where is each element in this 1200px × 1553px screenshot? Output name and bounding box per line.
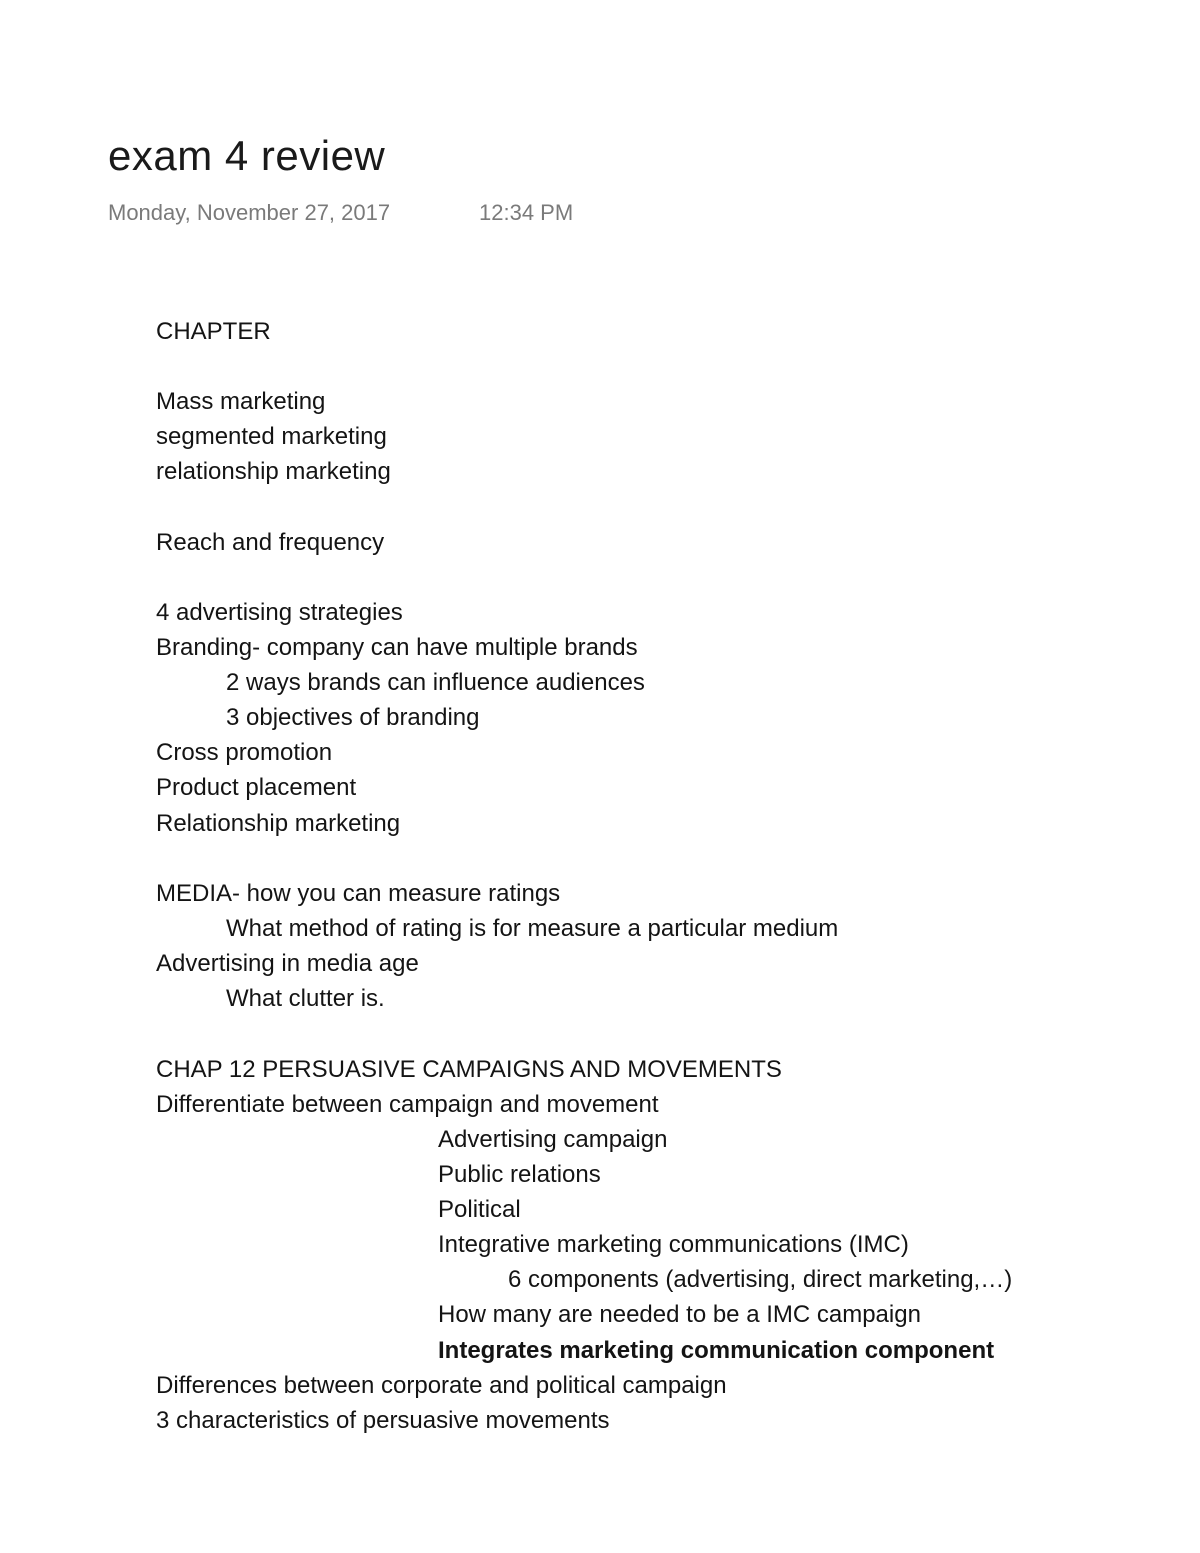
list-item: Integrative marketing communications (IMC)	[438, 1231, 909, 1258]
list-item: 3 characteristics of persuasive movements	[156, 1407, 610, 1434]
list-item: Public relations	[438, 1161, 601, 1188]
list-item: Advertising in media age	[156, 950, 419, 977]
list-item: 3 objectives of branding	[226, 704, 480, 731]
list-item: What clutter is.	[226, 985, 385, 1012]
list-item: Mass marketing	[156, 388, 326, 415]
list-item: What method of rating is for measure a particular medium	[226, 915, 839, 942]
list-item: Advertising campaign	[438, 1126, 668, 1153]
list-item: Differences between corporate and political campaign	[156, 1372, 727, 1399]
media-heading: MEDIA- how you can measure ratings	[156, 880, 561, 907]
list-item: Branding- company can have multiple brands	[156, 634, 638, 661]
list-item: Relationship marketing	[156, 810, 401, 837]
list-item: Cross promotion	[156, 739, 333, 766]
strategies-heading: 4 advertising strategies	[156, 599, 403, 626]
list-item: Differentiate between campaign and movement	[156, 1091, 659, 1118]
list-item: 6 components (advertising, direct marketing,…)	[508, 1266, 1013, 1293]
list-item: How many are needed to be a IMC campaign	[438, 1301, 921, 1328]
note-time: 12:34 PM	[479, 200, 574, 225]
list-item: relationship marketing	[156, 458, 391, 485]
page-title: exam 4 review	[108, 132, 386, 179]
note-date: Monday, November 27, 2017	[108, 200, 391, 225]
list-item: Reach and frequency	[156, 529, 385, 556]
list-item: Political	[438, 1196, 521, 1223]
chap12-heading: CHAP 12 PERSUASIVE CAMPAIGNS AND MOVEMENTS	[156, 1056, 782, 1083]
list-item-bold: Integrates marketing communication component	[438, 1337, 995, 1364]
list-item: segmented marketing	[156, 423, 387, 450]
list-item: Product placement	[156, 774, 357, 801]
chapter-heading: CHAPTER	[156, 318, 271, 345]
list-item: 2 ways brands can influence audiences	[226, 669, 645, 696]
